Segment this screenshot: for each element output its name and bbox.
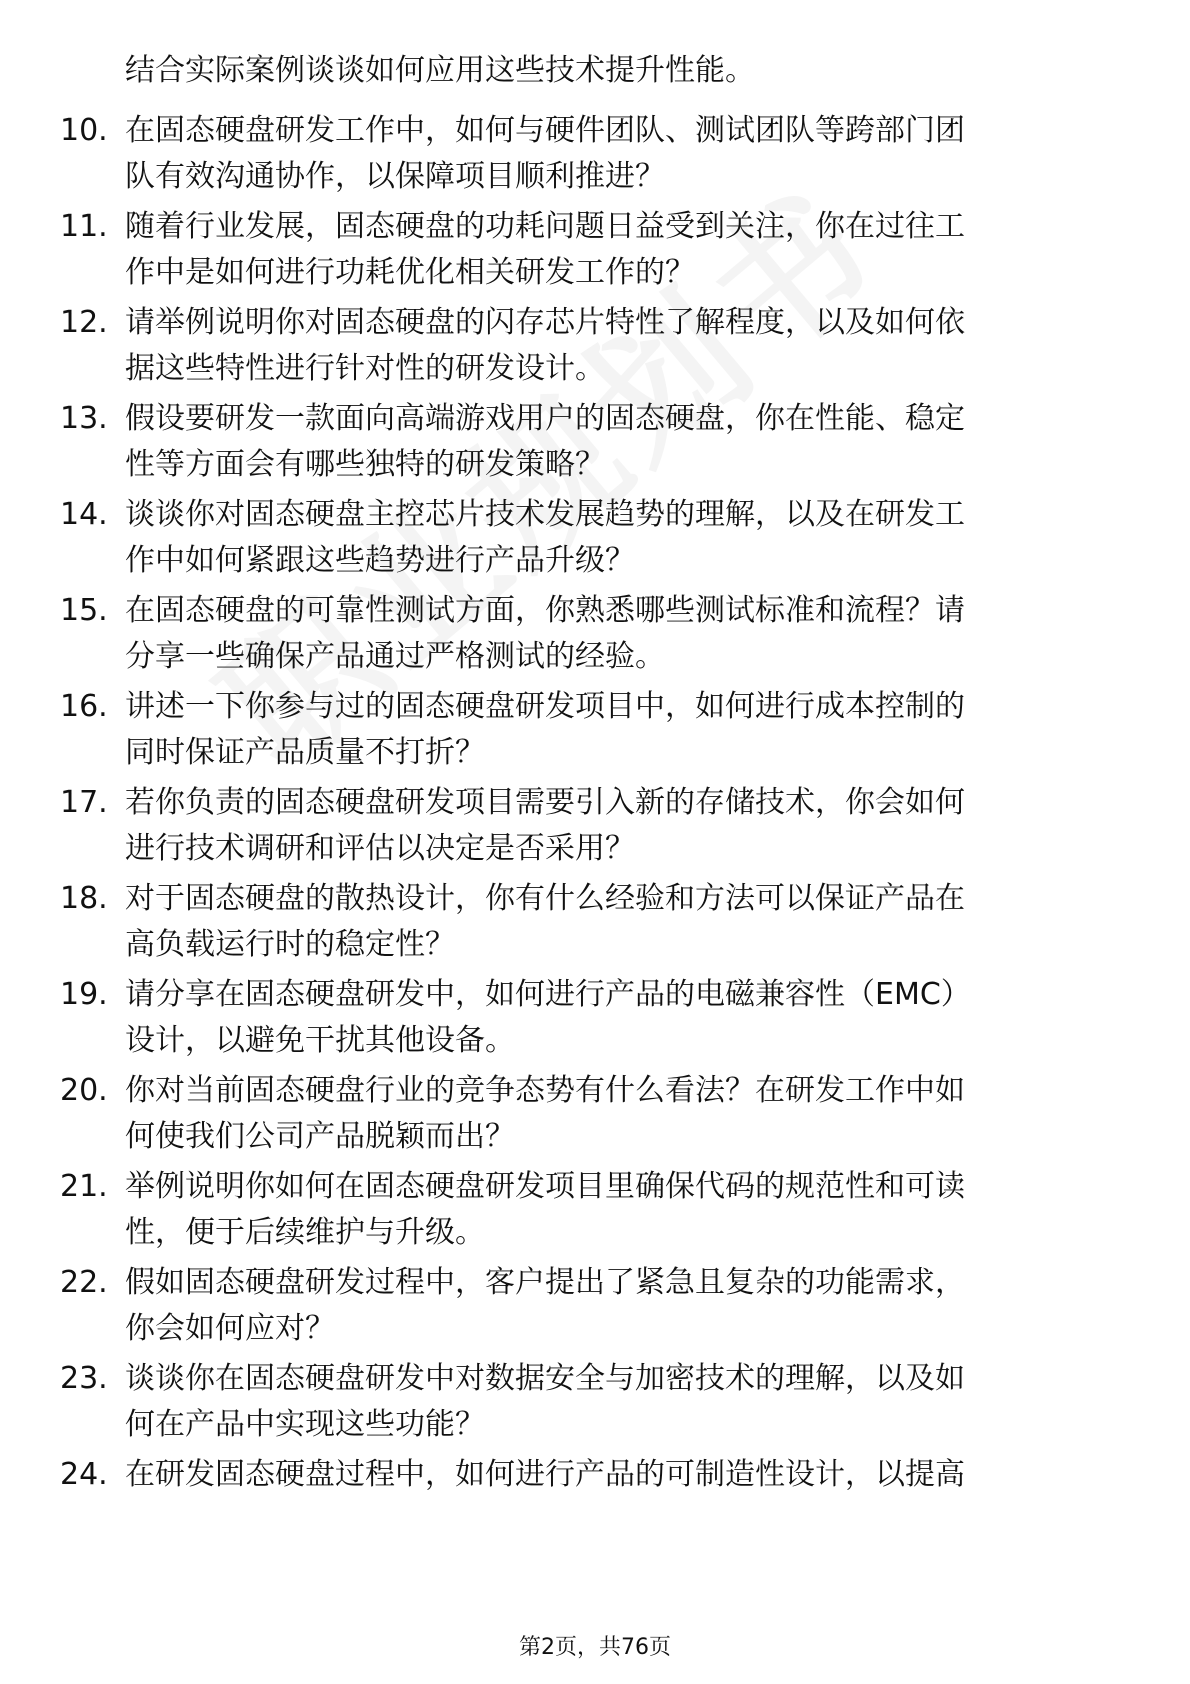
question-text-line: 据这些特性进行针对性的研发设计。	[125, 351, 605, 386]
question-number: 16.	[60, 689, 108, 724]
question-text-line: 进行技术调研和评估以决定是否采用？	[125, 831, 635, 866]
question-text-line: 队有效沟通协作，以保障项目顺利推进？	[125, 159, 665, 194]
question-text-line: 同时保证产品质量不打折？	[125, 735, 485, 770]
question-text-line: 性等方面会有哪些独特的研发策略？	[125, 447, 605, 482]
question-text-line: 你会如何应对？	[125, 1311, 335, 1346]
question-text-line: 在固态硬盘的可靠性测试方面，你熟悉哪些测试标准和流程？请	[125, 593, 965, 628]
question-text-line: 设计，以避免干扰其他设备。	[125, 1023, 515, 1058]
question-number: 19.	[60, 977, 108, 1012]
question-text-line: 在研发固态硬盘过程中，如何进行产品的可制造性设计，以提高	[125, 1457, 965, 1492]
question-number: 18.	[60, 881, 108, 916]
question-item	[0, 1356, 1190, 1452]
question-text-line: 你对当前固态硬盘行业的竞争态势有什么看法？在研发工作中如	[125, 1073, 965, 1108]
question-item	[0, 876, 1190, 972]
question-text-line: 谈谈你在固态硬盘研发中对数据安全与加密技术的理解，以及如	[125, 1361, 965, 1396]
question-text-line: 对于固态硬盘的散热设计，你有什么经验和方法可以保证产品在	[125, 881, 965, 916]
question-text-line: 作中如何紧跟这些趋势进行产品升级？	[125, 543, 635, 578]
question-number: 20.	[60, 1073, 108, 1108]
question-text-line: 何在产品中实现这些功能？	[125, 1407, 485, 1442]
question-number: 15.	[60, 593, 108, 628]
question-text-line: 在固态硬盘研发工作中，如何与硬件团队、测试团队等跨部门团	[125, 113, 965, 148]
question-item	[0, 492, 1190, 588]
question-number: 14.	[60, 497, 108, 532]
question-number: 10.	[60, 113, 108, 148]
question-item	[0, 1452, 1190, 1548]
question-text-line: 假设要研发一款面向高端游戏用户的固态硬盘，你在性能、稳定	[125, 401, 965, 436]
question-item	[0, 108, 1190, 204]
question-item	[0, 972, 1190, 1068]
question-text-line: 请举例说明你对固态硬盘的闪存芯片特性了解程度，以及如何依	[125, 305, 965, 340]
question-text-line: 作中是如何进行功耗优化相关研发工作的？	[125, 255, 695, 290]
question-text-line: 请分享在固态硬盘研发中，如何进行产品的电磁兼容性（EMC）	[125, 977, 971, 1012]
question-text-line: 谈谈你对固态硬盘主控芯片技术发展趋势的理解，以及在研发工	[125, 497, 965, 532]
page-footer: 第2页，共76页	[519, 1635, 671, 1660]
question-number: 23.	[60, 1361, 108, 1396]
question-number: 22.	[60, 1265, 108, 1300]
question-item	[0, 1260, 1190, 1356]
question-item	[0, 684, 1190, 780]
question-number: 13.	[60, 401, 108, 436]
question-item	[0, 1068, 1190, 1164]
question-text-line: 分享一些确保产品通过严格测试的经验。	[125, 639, 665, 674]
question-item	[0, 588, 1190, 684]
question-text-line: 随着行业发展，固态硬盘的功耗问题日益受到关注，你在过往工	[125, 209, 965, 244]
question-text-line: 若你负责的固态硬盘研发项目需要引入新的存储技术，你会如何	[125, 785, 965, 820]
question-text-line: 假如固态硬盘研发过程中，客户提出了紧急且复杂的功能需求，	[125, 1265, 965, 1300]
question-number: 24.	[60, 1457, 108, 1492]
question-number: 11.	[60, 209, 108, 244]
question-number: 12.	[60, 305, 108, 340]
question-list	[0, 108, 1190, 1548]
question-item	[0, 1164, 1190, 1260]
question-text-line: 性，便于后续维护与升级。	[125, 1215, 485, 1250]
question-item	[0, 300, 1190, 396]
question-item	[0, 204, 1190, 300]
question-item	[0, 396, 1190, 492]
question-number: 17.	[60, 785, 108, 820]
question-text-line: 举例说明你如何在固态硬盘研发项目里确保代码的规范性和可读	[125, 1169, 965, 1204]
question-text-line: 何使我们公司产品脱颖而出？	[125, 1119, 515, 1154]
question-item	[0, 780, 1190, 876]
continuation-line: 结合实际案例谈谈如何应用这些技术提升性能。	[125, 53, 755, 88]
question-text-line: 高负载运行时的稳定性？	[125, 927, 455, 962]
question-text-line: 讲述一下你参与过的固态硬盘研发项目中，如何进行成本控制的	[125, 689, 965, 724]
question-number: 21.	[60, 1169, 108, 1204]
